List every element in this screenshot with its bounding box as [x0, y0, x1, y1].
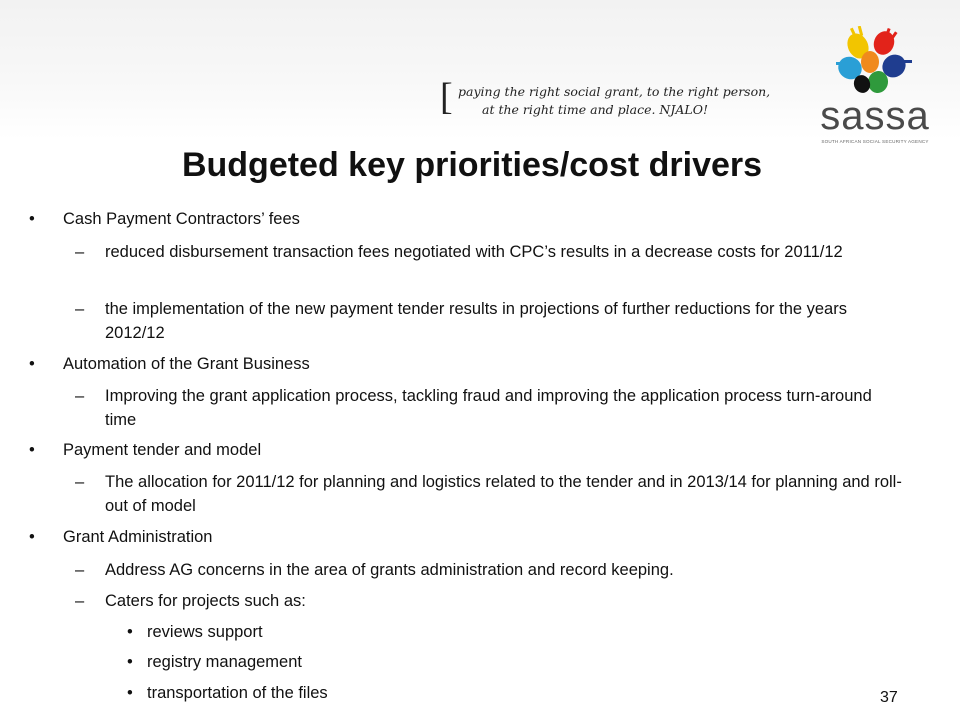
- bullet-text: Payment tender and model: [63, 441, 262, 459]
- sub-sub-item: [127, 681, 328, 705]
- sub-item: [75, 470, 905, 518]
- bullet-text: Cash Payment Contractors’ fees: [63, 210, 300, 228]
- bullet-item: [29, 207, 300, 231]
- bullet-text: Automation of the Grant Business: [63, 355, 310, 373]
- sub-bullet-mark: •: [127, 653, 133, 671]
- dash-mark: –: [75, 561, 85, 579]
- sub-item-text: The allocation for 2011/12 for planning and logistics related to the tender and in 2013/14 for planning and roll-out of model: [105, 473, 902, 515]
- tagline-line-1: paying the right social grant, to the right person,: [458, 84, 771, 99]
- bullet-mark: •: [29, 355, 35, 373]
- sub-item: [75, 589, 905, 613]
- sub-bullet-mark: •: [127, 623, 133, 641]
- dash-mark: –: [75, 300, 85, 318]
- sub-item: [75, 558, 905, 582]
- sub-sub-item-text: reviews support: [147, 623, 263, 641]
- sub-sub-item: [127, 620, 263, 644]
- bullet-item: [29, 352, 310, 376]
- page-number: 37: [880, 689, 898, 706]
- bullet-item: [29, 438, 262, 462]
- dash-mark: –: [75, 243, 85, 261]
- sub-item-text: Improving the grant application process, tackling fraud and improving the application process turn-around time: [105, 387, 872, 429]
- sub-item-text: reduced disbursement transaction fees negotiated with CPC’s results in a decrease costs for 2011/12: [105, 243, 843, 261]
- dash-mark: –: [75, 592, 85, 610]
- sub-item-text: the implementation of the new payment tender results in projections of further reductions for the years 2012/12: [105, 300, 847, 342]
- sub-item: [75, 240, 905, 264]
- sub-item-text: Address AG concerns in the area of grants administration and record keeping.: [105, 561, 674, 579]
- bullet-text: Grant Administration: [63, 528, 213, 546]
- bullet-mark: •: [29, 441, 35, 459]
- sub-sub-item: [127, 650, 302, 674]
- logo-agency-name: SOUTH AFRICAN SOCIAL SECURITY AGENCY: [821, 139, 929, 144]
- sub-item-text: Caters for projects such as:: [105, 592, 306, 610]
- sub-item: [75, 384, 905, 432]
- slide-title: Budgeted key priorities/cost drivers: [181, 146, 763, 184]
- dash-mark: –: [75, 387, 85, 405]
- logo-wordmark: sassa: [820, 94, 930, 138]
- sub-item: [75, 297, 905, 345]
- tagline-bracket: [: [440, 76, 453, 118]
- sub-bullet-mark: •: [127, 684, 133, 702]
- bullet-item: [29, 525, 213, 549]
- bullet-mark: •: [29, 210, 35, 228]
- dash-mark: –: [75, 473, 85, 491]
- sub-sub-item-text: registry management: [147, 653, 302, 671]
- sub-sub-item-text: transportation of the files: [147, 684, 328, 702]
- bullet-mark: •: [29, 528, 35, 546]
- tagline-line-2: at the right time and place. NJALO!: [482, 102, 708, 117]
